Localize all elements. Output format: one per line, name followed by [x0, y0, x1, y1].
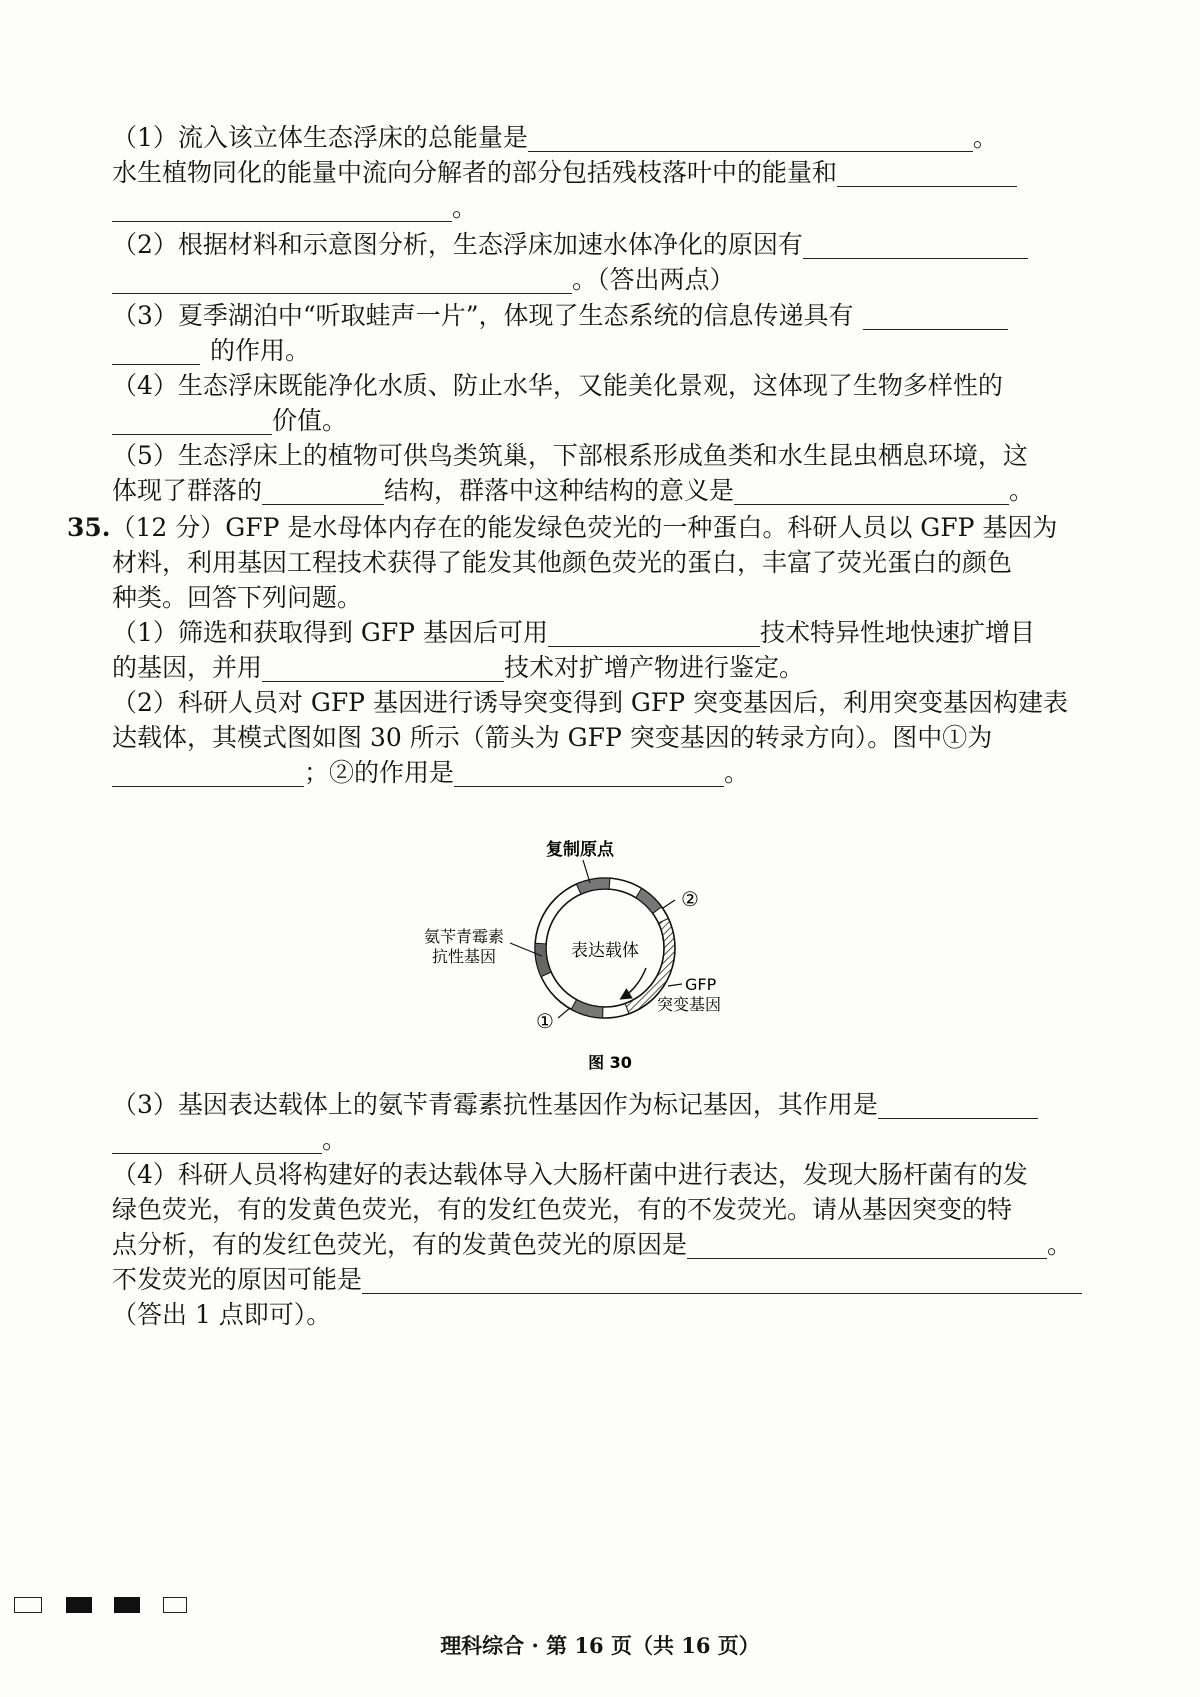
label-gfp-2: 突变基因 [657, 995, 722, 1014]
answer-blank[interactable] [878, 1092, 1038, 1119]
answer-blank[interactable] [734, 478, 1009, 505]
q34-s4-line2: 价值。 [112, 403, 347, 439]
label-circle-2: ② [681, 887, 699, 911]
answer-blank[interactable] [262, 655, 504, 682]
label-center: 表达载体 [571, 941, 639, 961]
answer-blank[interactable] [112, 1127, 322, 1154]
figure-caption: 图 30 [588, 1053, 632, 1072]
label-origin: 复制原点 [546, 840, 614, 860]
element-1-leader [558, 1008, 570, 1018]
answer-blank[interactable] [112, 408, 272, 435]
q34-s1-line2: 水生植物同化的能量中流向分解者的部分包括残枝落叶中的能量和 [112, 155, 1017, 191]
answer-blank[interactable] [548, 620, 760, 647]
q35-intro-line2: 材料，利用基因工程技术获得了能发其他颜色荧光的蛋白，丰富了荧光蛋白的颜色 [112, 548, 1013, 577]
scan-mark-open [163, 1597, 187, 1613]
q35-s4-line5: （答出 1 点即可）。 [112, 1300, 332, 1329]
question-number: 35. [67, 513, 111, 542]
scan-mark-filled [66, 1597, 92, 1613]
q35-s1-line1: （1）筛选和获取得到 GFP 基因后可用 技术特异性地快速扩增目 [112, 618, 1035, 647]
q34-s1-line3: 。 [112, 190, 477, 226]
q34-s1-line1: （1）流入该立体生态浮床的总能量是 。 [112, 123, 998, 152]
label-amp-2: 抗性基因 [431, 947, 497, 966]
label-amp-1: 氨苄青霉素 [423, 927, 505, 946]
element-1-segment [571, 1000, 603, 1018]
q35-s4-line1: （4）科研人员将构建好的表达载体导入大肠杆菌中进行表达，发现大肠杆菌有的发 [112, 1160, 1028, 1189]
answer-blank[interactable] [112, 338, 200, 365]
answer-blank[interactable] [837, 160, 1017, 187]
q34-s2-line2: 。（答出两点） [112, 262, 735, 298]
label-gfp-1: GFP [685, 975, 717, 994]
q35-s2-line3: ；②的作用是 。 [112, 755, 749, 791]
q34-s3-line1: （3）夏季湖泊中“听取蛙声一片”，体现了生态系统的信息传递具有 [112, 298, 1008, 334]
q34-s4-line1: （4）生态浮床既能净化水质、防止水华，又能美化景观，这体现了生物多样性的 [112, 371, 1003, 400]
q34-s5-line2: 体现了群落的 结构，群落中这种结构的意义是 。 [112, 476, 1035, 505]
q35-s3-line2: 。 [112, 1122, 347, 1158]
answer-blank[interactable] [362, 1267, 1082, 1294]
answer-blank[interactable] [262, 478, 384, 505]
q35-s3-line1: （3）基因表达载体上的氨苄青霉素抗性基因作为标记基因，其作用是 [112, 1087, 1038, 1123]
answer-blank[interactable] [112, 267, 572, 294]
q34-s5-line1: （5）生态浮床上的植物可供鸟类筑巢，下部根系形成鱼类和水生昆虫栖息环境，这 [112, 441, 1028, 470]
q35-s2-line1: （2）科研人员对 GFP 基因进行诱导突变得到 GFP 突变基因后，利用突变基因构建表 [112, 688, 1068, 717]
label-circle-1: ① [536, 1009, 554, 1033]
q35-s4-line3: 点分析，有的发红色荧光，有的发黄色荧光的原因是 。 [112, 1230, 1073, 1259]
q35-s4-line4: 不发荧光的原因可能是 [112, 1262, 1082, 1298]
element-2-leader [663, 900, 675, 908]
answer-blank[interactable] [863, 303, 1008, 330]
q35-s2-line2: 达载体，其模式图如图 30 所示（箭头为 GFP 突变基因的转录方向）。图中①为 [112, 723, 993, 752]
answer-blank[interactable] [112, 760, 304, 787]
q35-s1-line2: 的基因，并用 技术对扩增产物进行鉴定。 [112, 653, 805, 682]
q35-s4-line2: 绿色荧光，有的发黄色荧光，有的发红色荧光，有的不发荧光。请从基因突变的特 [112, 1195, 1013, 1224]
answer-blank[interactable] [454, 760, 724, 787]
origin-segment [576, 878, 610, 894]
answer-blank[interactable] [803, 232, 1028, 259]
amp-gene-segment [535, 943, 551, 977]
plasmid-diagram [420, 838, 790, 1078]
q34-s3-line2: 的作用。 [112, 333, 310, 369]
q35-intro-line1: 35.（12 分）GFP 是水母体内存在的能发绿色荧光的一种蛋白。科研人员以 GFP 基因为 [67, 513, 1058, 542]
answer-blank[interactable] [112, 195, 452, 222]
q35-intro-line3: 种类。回答下列问题。 [112, 583, 363, 612]
gfp-leader [668, 984, 682, 986]
origin-leader [583, 860, 590, 883]
scan-mark-open [14, 1597, 42, 1613]
answer-blank[interactable] [687, 1232, 1047, 1259]
q34-s2-line1: （2）根据材料和示意图分析，生态浮床加速水体净化的原因有 [112, 227, 1028, 263]
page-footer: 理科综合 · 第 16 页（共 16 页） [440, 1633, 760, 1658]
answer-blank[interactable] [528, 125, 973, 152]
scan-mark-filled [114, 1597, 140, 1613]
